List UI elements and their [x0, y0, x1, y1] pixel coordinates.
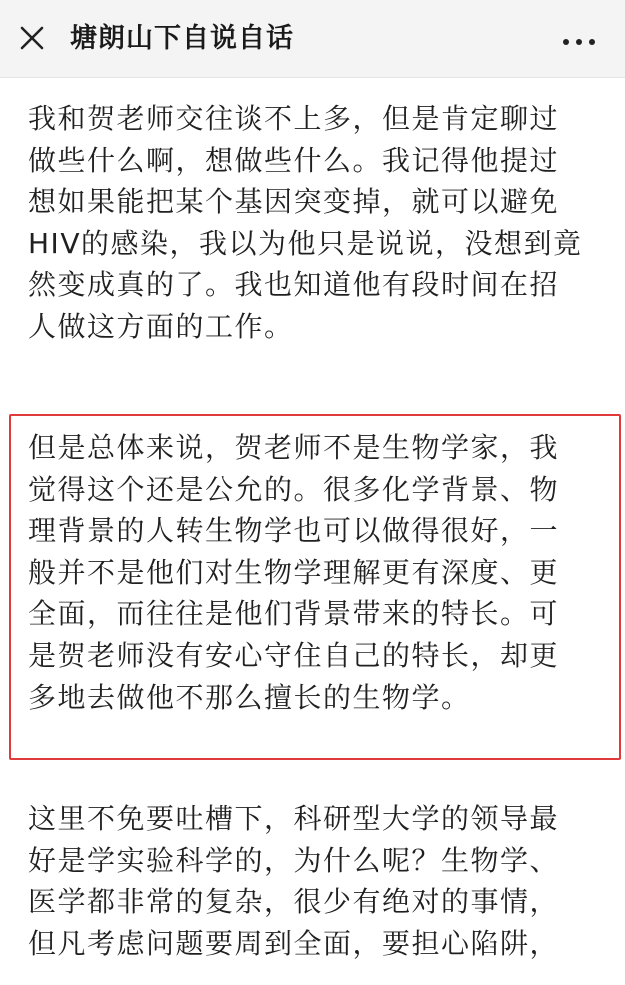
- page-title: 塘朗山下自说自话: [70, 23, 294, 54]
- paragraph-3: [28, 798, 603, 964]
- paragraph-line: 想如果能把某个基因突变掉，就可以避免: [28, 185, 560, 219]
- paragraph-line: 觉得这个还是公允的。很多化学背景、物: [28, 472, 560, 506]
- paragraph-line: HIV的感染，我以为他只是说说，没想到竟: [28, 226, 583, 260]
- paragraph-line: 人做这方面的工作。: [28, 309, 294, 343]
- paragraph-line: 但是总体来说，贺老师不是生物学家，我: [28, 431, 560, 464]
- close-button[interactable]: [14, 22, 50, 58]
- paragraph-line: 是贺老师没有安心守住自己的特长，却更: [28, 638, 560, 672]
- paragraph-line: 医学都非常的复杂，很少有绝对的事情，: [28, 885, 560, 919]
- paragraph-1: [28, 98, 603, 348]
- paragraph-line: 般并不是他们对生物学理解更有深度、更: [28, 555, 560, 589]
- close-icon: [19, 25, 45, 55]
- weibo-icon: [4, 963, 26, 981]
- paragraph-line: 然变成真的了。我也知道他有段时间在招: [28, 268, 560, 302]
- article-body: [0, 78, 625, 985]
- paragraph-line: 我和贺老师交往谈不上多，但是肯定聊过: [28, 102, 560, 135]
- paragraph-line: 多地去做他不那么擅长的生物学。: [28, 680, 471, 714]
- paragraph-line: 这里不免要吐槽下，科研型大学的领导最: [28, 802, 560, 835]
- paragraph-line: 做些什么啊，想做些什么。我记得他提过: [28, 143, 560, 177]
- paragraph-line: 好是学实验科学的，为什么呢？生物学、: [28, 843, 560, 877]
- paragraph-line: 全面，而往往是他们背景带来的特长。可: [28, 597, 560, 631]
- top-bar: [0, 0, 625, 78]
- watermark: [4, 963, 26, 981]
- more-dots-icon: [562, 31, 596, 50]
- paragraph-line: 但凡考虑问题要周到全面，要担心陷阱，: [28, 926, 560, 960]
- paragraph-line: 理背景的人转生物学也可以做得很好，一: [28, 514, 560, 548]
- paragraph-2-highlighted: [28, 427, 603, 718]
- more-options-button[interactable]: [555, 22, 603, 58]
